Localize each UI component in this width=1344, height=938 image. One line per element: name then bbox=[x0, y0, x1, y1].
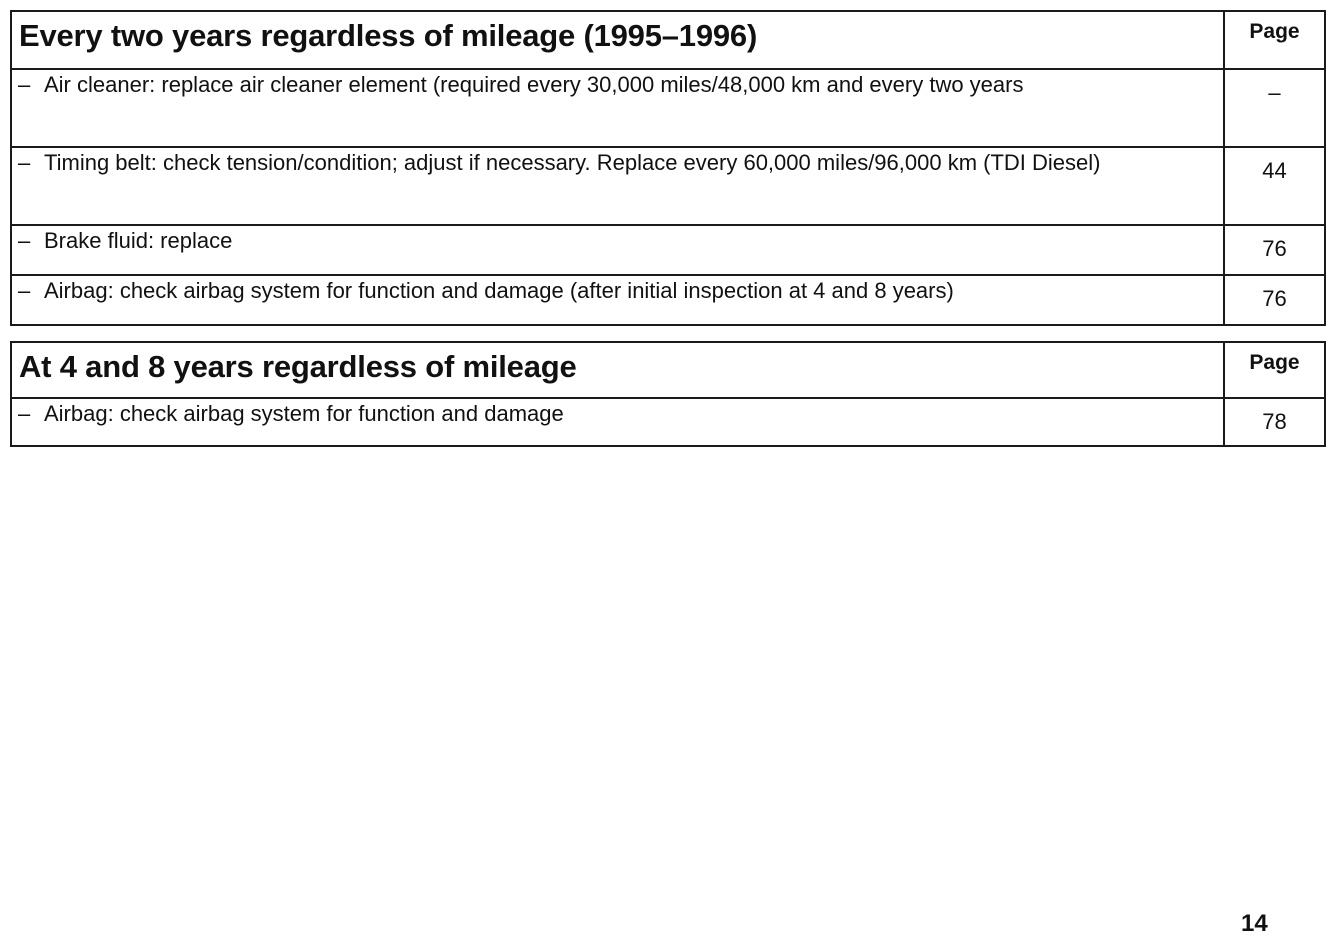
item-label: Airbag: check airbag system for function and damage bbox=[44, 401, 564, 426]
item-text-wrapper bbox=[18, 150, 1217, 176]
item-description bbox=[11, 275, 1224, 325]
item-label: Airbag: check airbag system for function and damage (after initial inspection at 4 and 8 years) bbox=[44, 278, 954, 303]
item-dash: – bbox=[18, 150, 31, 175]
item-text-wrapper bbox=[18, 72, 1217, 98]
item-description bbox=[11, 398, 1224, 446]
page-number: 14 bbox=[1241, 910, 1268, 937]
maintenance-table-every-two-years bbox=[10, 10, 1326, 326]
item-dash: – bbox=[18, 401, 31, 426]
page-column-header: Page bbox=[1224, 11, 1325, 69]
item-text-wrapper bbox=[18, 401, 1217, 427]
maintenance-table-4-and-8-years bbox=[10, 341, 1326, 447]
table-row bbox=[11, 225, 1325, 275]
item-page-ref: – bbox=[1224, 69, 1325, 147]
item-page-ref: 76 bbox=[1224, 225, 1325, 275]
section-title: Every two years regardless of mileage (1995–1996) bbox=[11, 11, 1224, 69]
item-dash: – bbox=[18, 278, 31, 303]
table-header-row bbox=[11, 11, 1325, 69]
item-description bbox=[11, 147, 1224, 225]
item-label: Timing belt: check tension/condition; adjust if necessary. Replace every 60,000 miles/96,000 km (TDI Diesel) bbox=[44, 150, 1101, 175]
item-text-wrapper bbox=[18, 228, 1217, 254]
table-row bbox=[11, 147, 1325, 225]
item-label: Brake fluid: replace bbox=[44, 228, 233, 253]
section-title: At 4 and 8 years regardless of mileage bbox=[11, 342, 1224, 398]
item-page-ref: 76 bbox=[1224, 275, 1325, 325]
item-label: Air cleaner: replace air cleaner element (required every 30,000 miles/48,000 km and every two years bbox=[44, 72, 1024, 97]
table-row bbox=[11, 275, 1325, 325]
table-row bbox=[11, 69, 1325, 147]
item-page-ref: 78 bbox=[1224, 398, 1325, 446]
item-description bbox=[11, 69, 1224, 147]
table-row bbox=[11, 398, 1325, 446]
table-header-row bbox=[11, 342, 1325, 398]
page-column-header: Page bbox=[1224, 342, 1325, 398]
item-description bbox=[11, 225, 1224, 275]
item-dash: – bbox=[18, 228, 31, 253]
item-text-wrapper bbox=[18, 278, 1217, 304]
item-page-ref: 44 bbox=[1224, 147, 1325, 225]
item-dash: – bbox=[18, 72, 31, 97]
